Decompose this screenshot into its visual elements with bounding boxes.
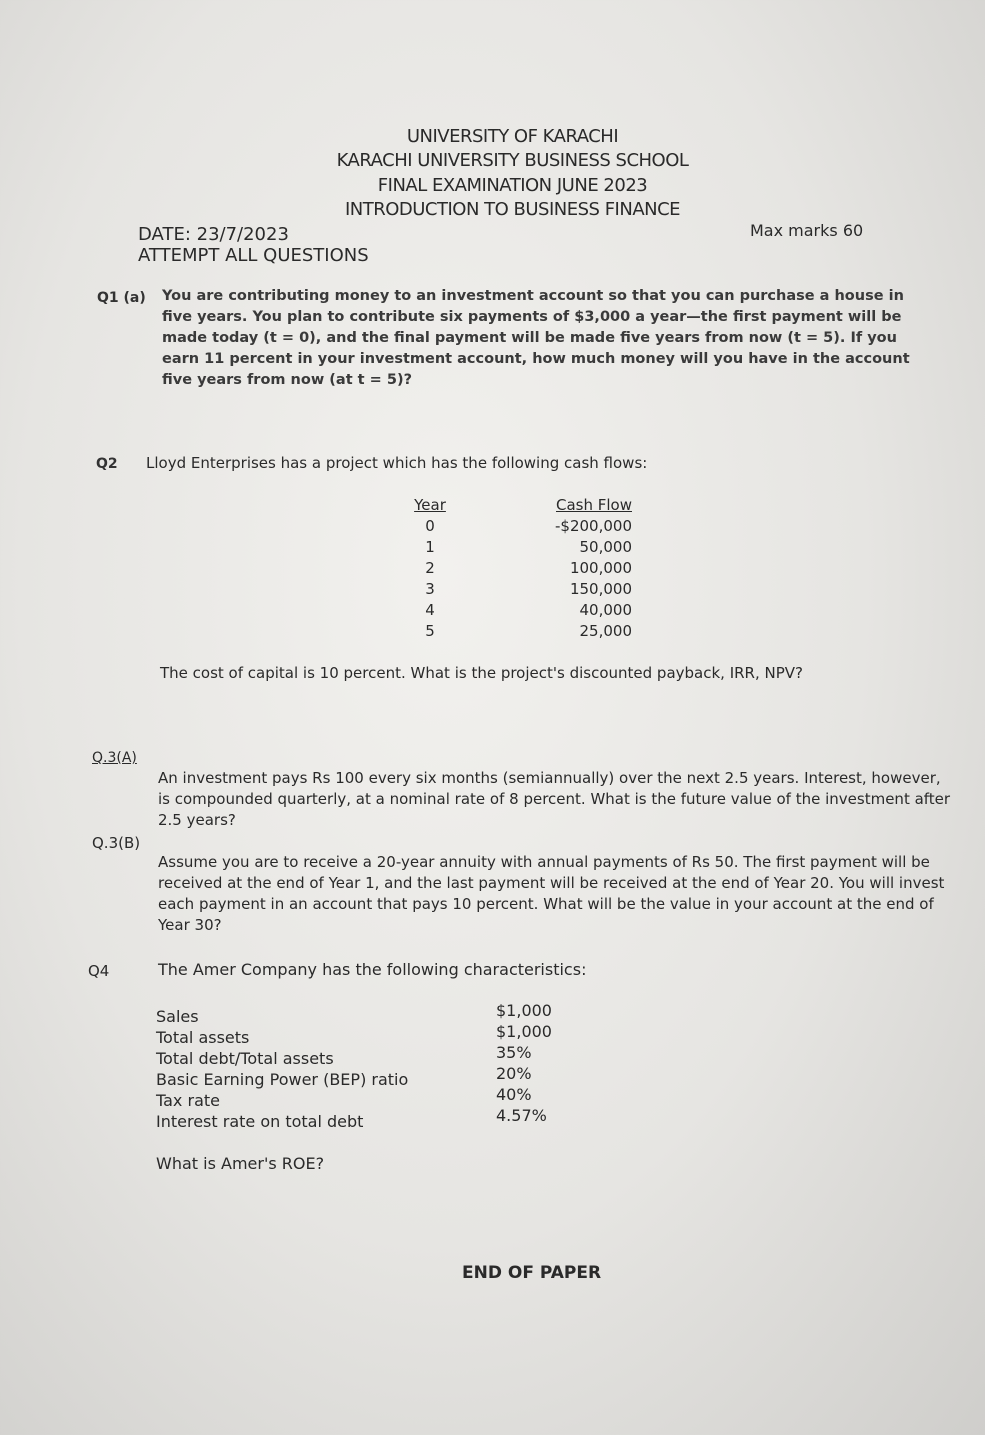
q4-value: 35%: [496, 1043, 532, 1062]
q2-year-column: [380, 495, 480, 642]
q4-item: Interest rate on total debt: [156, 1112, 364, 1131]
q4-item: Tax rate: [156, 1091, 220, 1110]
q4-items-column: [156, 1006, 408, 1132]
school-name: KARACHI UNIVERSITY BUSINESS SCHOOL: [336, 150, 689, 171]
q2-cash-cell: 150,000: [569, 580, 632, 598]
q1-label: Q1 (a): [97, 290, 146, 306]
q2-cash-cell: 25,000: [579, 622, 632, 640]
q4-values-column: [496, 1000, 552, 1126]
q2-cash-column: [520, 495, 632, 642]
q2-year-cell: 4: [425, 601, 435, 619]
exam-date: DATE: 23/7/2023: [138, 224, 289, 245]
q2-year-cell: 2: [425, 559, 435, 577]
q4-label: Q4: [88, 962, 110, 980]
q2-year-cell: 1: [425, 538, 435, 556]
q4-item: Total assets: [156, 1028, 250, 1047]
q3a-text: An investment pays Rs 100 every six months (semiannually) over the next 2.5 years. Interest, however, is compounded quarterly, at a nominal rate of 8 percent. What is the future value of the investment after 2.5 years?: [158, 769, 951, 829]
q4-value: 40%: [496, 1085, 532, 1104]
q2-label: Q2: [96, 456, 118, 472]
q2-year-cell: 5: [425, 622, 435, 640]
exam-title: FINAL EXAMINATION JUNE 2023: [377, 175, 648, 196]
q4-item: Sales: [156, 1007, 199, 1026]
q4-item: Basic Earning Power (BEP) ratio: [156, 1070, 409, 1089]
q4-intro: The Amer Company has the following characteristics:: [158, 960, 587, 979]
q4-value: 20%: [496, 1064, 532, 1083]
q3b-text: Assume you are to receive a 20-year annuity with annual payments of Rs 50. The first payment will be received at the end of Year 1, and the last payment will be received at the end of Year 20. You will invest each payment in an account that pays 10 percent. What will be the value in your account at the end of Year 30?: [158, 853, 945, 934]
q2-cash-cell: 100,000: [569, 559, 632, 577]
q2-cash-cell: 50,000: [579, 538, 632, 556]
q2-year-cell: 3: [425, 580, 435, 598]
q2-cash-cell: 40,000: [579, 601, 632, 619]
instruction: ATTEMPT ALL QUESTIONS: [138, 245, 369, 266]
q4-value: 4.57%: [496, 1106, 547, 1125]
q3b-label: Q.3(B): [92, 834, 141, 852]
q2-year-cell: 0: [425, 517, 435, 535]
q4-item: Total debt/Total assets: [156, 1049, 334, 1068]
q4-value: $1,000: [496, 1001, 552, 1020]
q1-text: You are contributing money to an investment account so that you can purchase a house in five years. You plan to contribute six payments of $3,000 a year—the first payment will be made today (t = 0), and the final payment will be made five years from now (t = 5). If you earn 11 percent in your investment account, how much money will you have in the account five years from now (at t = 5)?: [162, 288, 910, 388]
q2-intro: Lloyd Enterprises has a project which has the following cash flows:: [146, 454, 648, 472]
end-of-paper: END OF PAPER: [462, 1263, 602, 1283]
max-marks: Max marks 60: [750, 221, 864, 240]
q2-cash-cell: -$200,000: [555, 517, 632, 535]
q4-question: What is Amer's ROE?: [156, 1154, 325, 1173]
q2-question: The cost of capital is 10 percent. What is the project's discounted payback, IRR, NPV?: [160, 664, 804, 682]
course-title: INTRODUCTION TO BUSINESS FINANCE: [344, 199, 681, 220]
university-name: UNIVERSITY OF KARACHI: [406, 126, 619, 147]
q2-year-header: Year: [414, 496, 446, 514]
q4-value: $1,000: [496, 1022, 552, 1041]
q2-cash-header: Cash Flow: [556, 496, 632, 514]
q3a-label: Q.3(A): [92, 750, 137, 766]
